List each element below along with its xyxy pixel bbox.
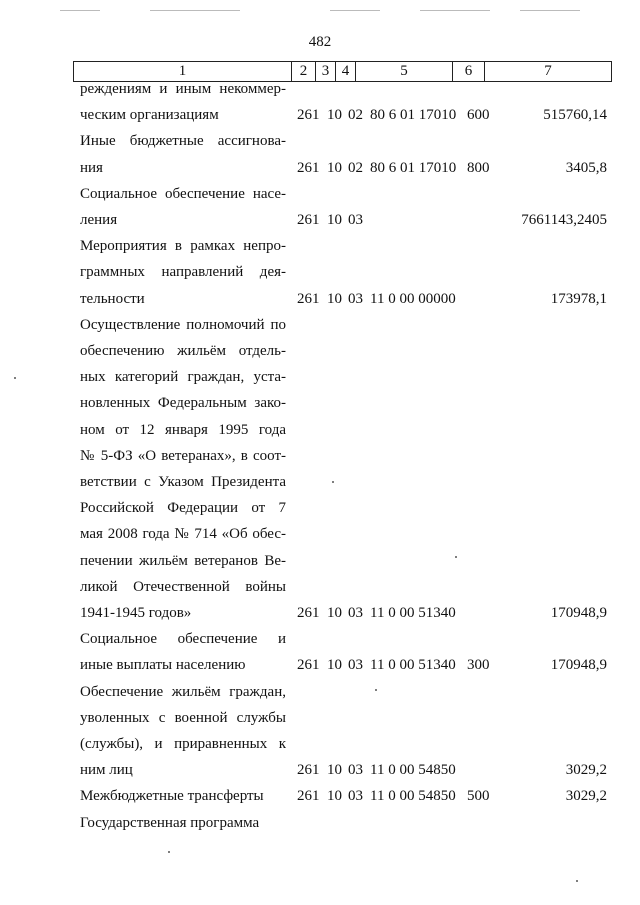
row-c2-cell: 261 [297,107,320,124]
row-c7-cell: 3029,2 [565,762,607,779]
row-c4-cell: 03 [348,788,363,805]
header-col-4: 4 [336,62,356,82]
header-col-7: 7 [485,62,612,82]
row-c3-cell: 10 [327,788,342,805]
row-name-line: печении жильём ветеранов Ве- [80,552,286,569]
row-name-line: ветствии с Указом Президента [80,474,286,490]
row-c3-cell: 10 [327,159,342,176]
row-c4-cell: 03 [348,212,363,228]
row-c4-cell: 02 [348,107,363,124]
row-c5-cell: 11 0 00 54850 [370,788,456,805]
row-c2-cell: 261 [297,605,320,621]
row-c2-cell: 261 [297,657,320,674]
row-c3-cell: 10 [327,605,342,621]
row-c7-cell: 3029,2 [565,788,607,805]
scan-speck [576,880,578,882]
row-c5-cell: 11 0 00 54850 [370,762,456,779]
scan-artifact [420,10,490,11]
row-c7-cell: 170948,9 [550,657,607,674]
row-c3-cell: 10 [327,657,342,674]
row-name-line: ческим организациям [80,107,219,124]
row-name-line: ним лиц [80,762,133,779]
row-c4-cell: 03 [348,605,363,621]
row-c5-cell: 80 6 01 17010 [370,159,457,176]
row-c6-cell: 300 [467,657,490,674]
header-col-6: 6 [453,62,485,82]
scan-speck [168,851,170,853]
row-c6-cell: 800 [467,159,490,176]
row-c2-cell: 261 [297,290,320,307]
row-name-line: мая 2008 года № 714 «Об обес- [80,526,286,543]
row-name-line: реждениям и иным некоммер- [80,81,286,97]
header-col-3: 3 [316,62,336,82]
header-col-5: 5 [356,62,453,82]
row-c4-cell: 03 [348,290,363,307]
row-c7-cell: 173978,1 [550,290,607,307]
scan-speck [375,689,377,691]
row-c3-cell: 10 [327,107,342,124]
row-c7-cell: 170948,9 [550,605,607,621]
scan-artifact [330,10,380,11]
row-name-line: Мероприятия в рамках непро- [80,238,286,255]
row-name-line: Государственная программа [80,814,260,831]
scan-speck [455,556,457,558]
row-name-line: тельности [80,290,145,307]
scan-speck [332,481,334,483]
row-c7-cell: 7661143,2405 [521,212,607,228]
row-c7-cell: 515760,14 [543,107,607,124]
row-name-line: Иные бюджетные ассигнова- [80,133,286,150]
row-c4-cell: 03 [348,762,363,779]
row-c5-cell: 11 0 00 00000 [370,290,456,307]
row-c6-cell: 500 [467,788,490,805]
row-name-line: Обеспечение жильём граждан, [80,683,286,700]
scan-artifact [520,10,580,11]
page-number: 482 [308,34,332,50]
row-name-line: (службы), и приравненных к [80,736,286,752]
row-name-line: Осуществление полномочий по [80,316,286,333]
row-name-line: ления [80,212,118,228]
row-c2-cell: 261 [297,788,320,805]
row-name-line: обеспечению жильём отдель- [80,343,286,359]
row-name-line: Межбюджетные трансферты [80,788,264,805]
row-name-line: уволенных с военной службы [80,709,286,726]
header-col-1: 1 [74,62,292,82]
row-c6-cell: 600 [467,107,490,124]
scan-artifact [60,10,100,11]
row-name-line: новленных Федеральным зако- [80,395,286,412]
row-c2-cell: 261 [297,762,320,779]
row-name-line: ных категорий граждан, уста- [80,369,286,386]
scan-speck [14,377,16,379]
row-name-line: граммных направлений дея- [80,264,286,281]
row-name-line: ния [80,159,103,176]
row-c2-cell: 261 [297,159,320,176]
row-name-line: Российской Федерации от 7 [80,500,286,517]
row-c3-cell: 10 [327,290,342,307]
header-col-2: 2 [292,62,316,82]
scan-artifact [150,10,240,11]
row-c5-cell: 11 0 00 51340 [370,605,456,621]
row-c5-cell: 11 0 00 51340 [370,657,456,674]
row-c5-cell: 80 6 01 17010 [370,107,457,124]
row-name-line: Социальное обеспечение насе- [80,185,286,202]
row-c4-cell: 03 [348,657,363,674]
row-name-line: ликой Отечественной войны [80,578,286,595]
row-name-line: иные выплаты населению [80,657,246,674]
row-c7-cell: 3405,8 [565,159,607,176]
row-c3-cell: 10 [327,762,342,779]
row-c4-cell: 02 [348,159,363,176]
row-name-line: Социальное обеспечение и [80,631,286,648]
row-name-line: 1941-1945 годов» [80,605,192,621]
row-name-line: ном от 12 января 1995 года [80,421,286,438]
row-name-line: № 5-ФЗ «О ветеранах», в соот- [80,447,286,464]
row-c3-cell: 10 [327,212,342,228]
row-c2-cell: 261 [297,212,320,228]
